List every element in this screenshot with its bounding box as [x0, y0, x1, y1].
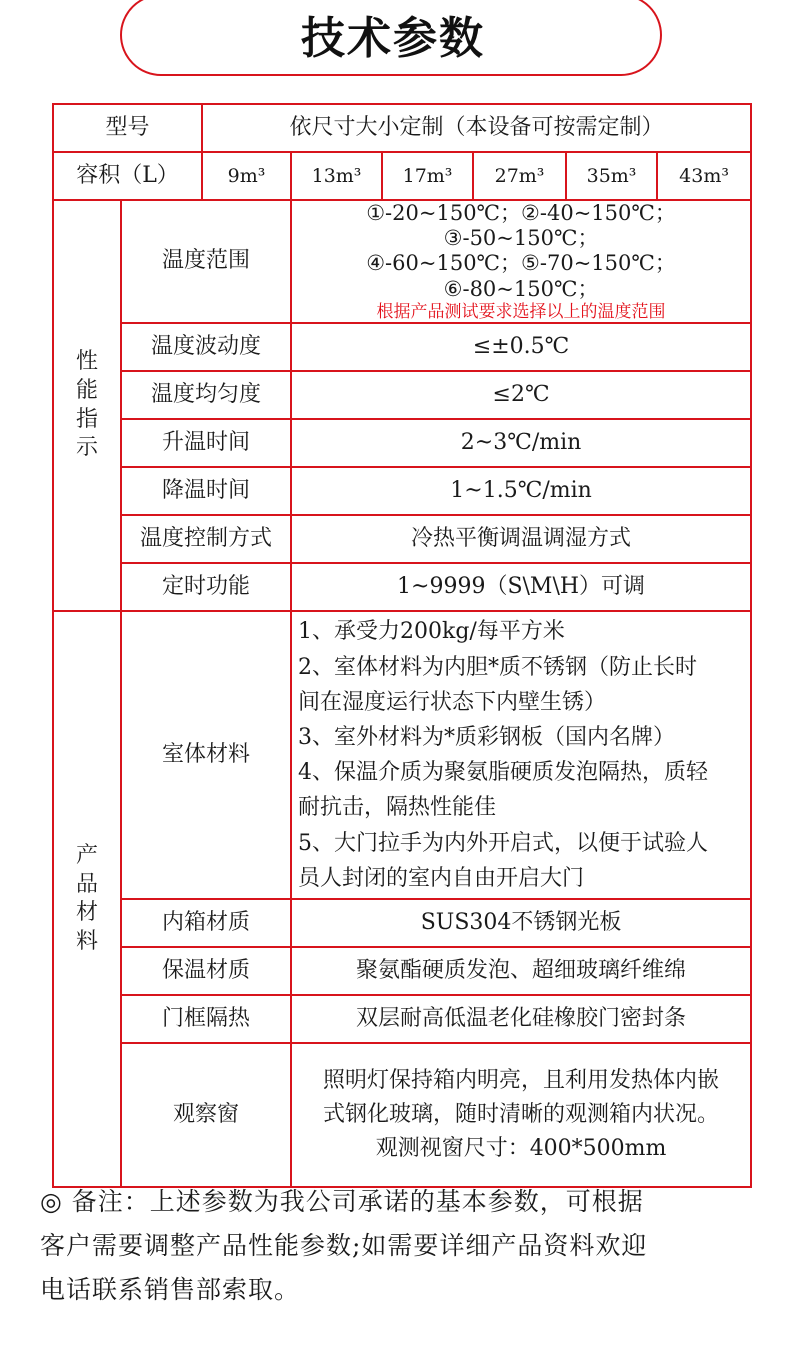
- performance-group-label: [53, 200, 121, 611]
- chamber-material-value: [291, 611, 751, 899]
- volume-row: [53, 152, 751, 200]
- volume-value: 43m³: [657, 152, 751, 200]
- material-line: 员人封闭的室内自由开启大门: [298, 865, 585, 891]
- window-line: 式钢化玻璃，随时清晰的观测箱内状况。: [323, 1102, 720, 1128]
- spec-label: 定时功能: [121, 563, 291, 611]
- spec-label: 保温材质: [121, 947, 291, 995]
- window-value: [291, 1043, 751, 1187]
- volume-value: 9m³: [202, 152, 291, 200]
- material-line: 5、大门拉手为内外开启式，以便于试验人: [298, 830, 709, 856]
- spec-row: [53, 947, 751, 995]
- group-char: 性: [75, 349, 98, 375]
- spec-label: 温度波动度: [121, 323, 291, 371]
- spec-value: 冷热平衡调温调湿方式: [291, 515, 751, 563]
- spec-label: 门框隔热: [121, 995, 291, 1043]
- spec-label: 降温时间: [121, 467, 291, 515]
- spec-value: ≤±0.5℃: [291, 323, 751, 371]
- remark-line: 客户需要调整产品性能参数;如需要详细产品资料欢迎: [40, 1231, 648, 1260]
- spec-row: [53, 467, 751, 515]
- volume-value: 27m³: [473, 152, 566, 200]
- spec-row: [53, 515, 751, 563]
- temp-range-note: 根据产品测试要求选择以上的温度范围: [376, 301, 666, 322]
- window-label: 观察窗: [121, 1043, 291, 1187]
- remark-line: ◎ 备注：上述参数为我公司承诺的基本参数，可根据: [40, 1187, 644, 1216]
- material-line: 3、室外材料为*质彩钢板（国内名牌）: [298, 724, 676, 750]
- group-char: 材: [75, 900, 98, 926]
- spec-row: [53, 563, 751, 611]
- group-char: 料: [75, 928, 98, 954]
- volume-value: 35m³: [566, 152, 657, 200]
- group-char: 产: [75, 842, 98, 868]
- chamber-material-label: 室体材料: [121, 611, 291, 899]
- spec-value: 2~3℃/min: [291, 419, 751, 467]
- spec-value: SUS304不锈钢光板: [291, 899, 751, 947]
- spec-value: 1~9999（S\M\H）可调: [291, 563, 751, 611]
- remark: [40, 1180, 760, 1312]
- spec-value: ≤2℃: [291, 371, 751, 419]
- material-line: 1、承受力200kg/每平方米: [298, 619, 565, 645]
- spec-label: 温度控制方式: [121, 515, 291, 563]
- material-line: 4、保温介质为聚氨脂硬质发泡隔热，质轻: [298, 760, 709, 786]
- spec-value: 双层耐高低温老化硅橡胶门密封条: [291, 995, 751, 1043]
- material-group-label: [53, 611, 121, 1187]
- window-line: 照明灯保持箱内明亮，且利用发热体内嵌: [323, 1068, 720, 1093]
- model-row: [53, 104, 751, 152]
- window-row: [53, 1043, 751, 1187]
- temp-range-label: 温度范围: [121, 200, 291, 323]
- chamber-material-row: [53, 611, 751, 899]
- group-char: 指: [75, 406, 98, 432]
- material-line: 间在湿度运行状态下内壁生锈）: [298, 689, 607, 715]
- material-line: 2、室体材料为内胆*质不锈钢（防止长时: [298, 654, 698, 680]
- spec-row: [53, 323, 751, 371]
- spec-row: [53, 899, 751, 947]
- group-char: 品: [75, 871, 98, 897]
- spec-value: 1~1.5℃/min: [291, 467, 751, 515]
- temp-range-line: ④-60~150℃；⑤-70~150℃；⑥-80~150℃；: [366, 251, 676, 301]
- group-char: 示: [75, 435, 98, 461]
- group-char: 能: [75, 377, 98, 403]
- spec-label: 升温时间: [121, 419, 291, 467]
- model-label: 型号: [53, 104, 202, 152]
- volume-value: 13m³: [291, 152, 382, 200]
- spec-row: [53, 419, 751, 467]
- temp-range-value: [291, 200, 751, 323]
- volume-label: 容积（L）: [53, 152, 202, 200]
- spec-label: 内箱材质: [121, 899, 291, 947]
- temp-range-row: [53, 200, 751, 323]
- spec-label: 温度均匀度: [121, 371, 291, 419]
- spec-table: [52, 103, 752, 1188]
- spec-value: 聚氨酯硬质发泡、超细玻璃纤维绵: [291, 947, 751, 995]
- title-banner: [120, 0, 662, 76]
- remark-line: 电话联系销售部索取。: [40, 1275, 301, 1304]
- page-title: 技术参数: [301, 13, 485, 64]
- spec-row: [53, 371, 751, 419]
- volume-value: 17m³: [382, 152, 473, 200]
- model-value: 依尺寸大小定制（本设备可按需定制）: [202, 104, 751, 152]
- window-line: 观测视窗尺寸：400*500mm: [375, 1136, 667, 1162]
- spec-row: [53, 995, 751, 1043]
- temp-range-line: ①-20~150℃；②-40~150℃；③-50~150℃；: [366, 201, 676, 251]
- material-line: 耐抗击，隔热性能佳: [298, 795, 497, 821]
